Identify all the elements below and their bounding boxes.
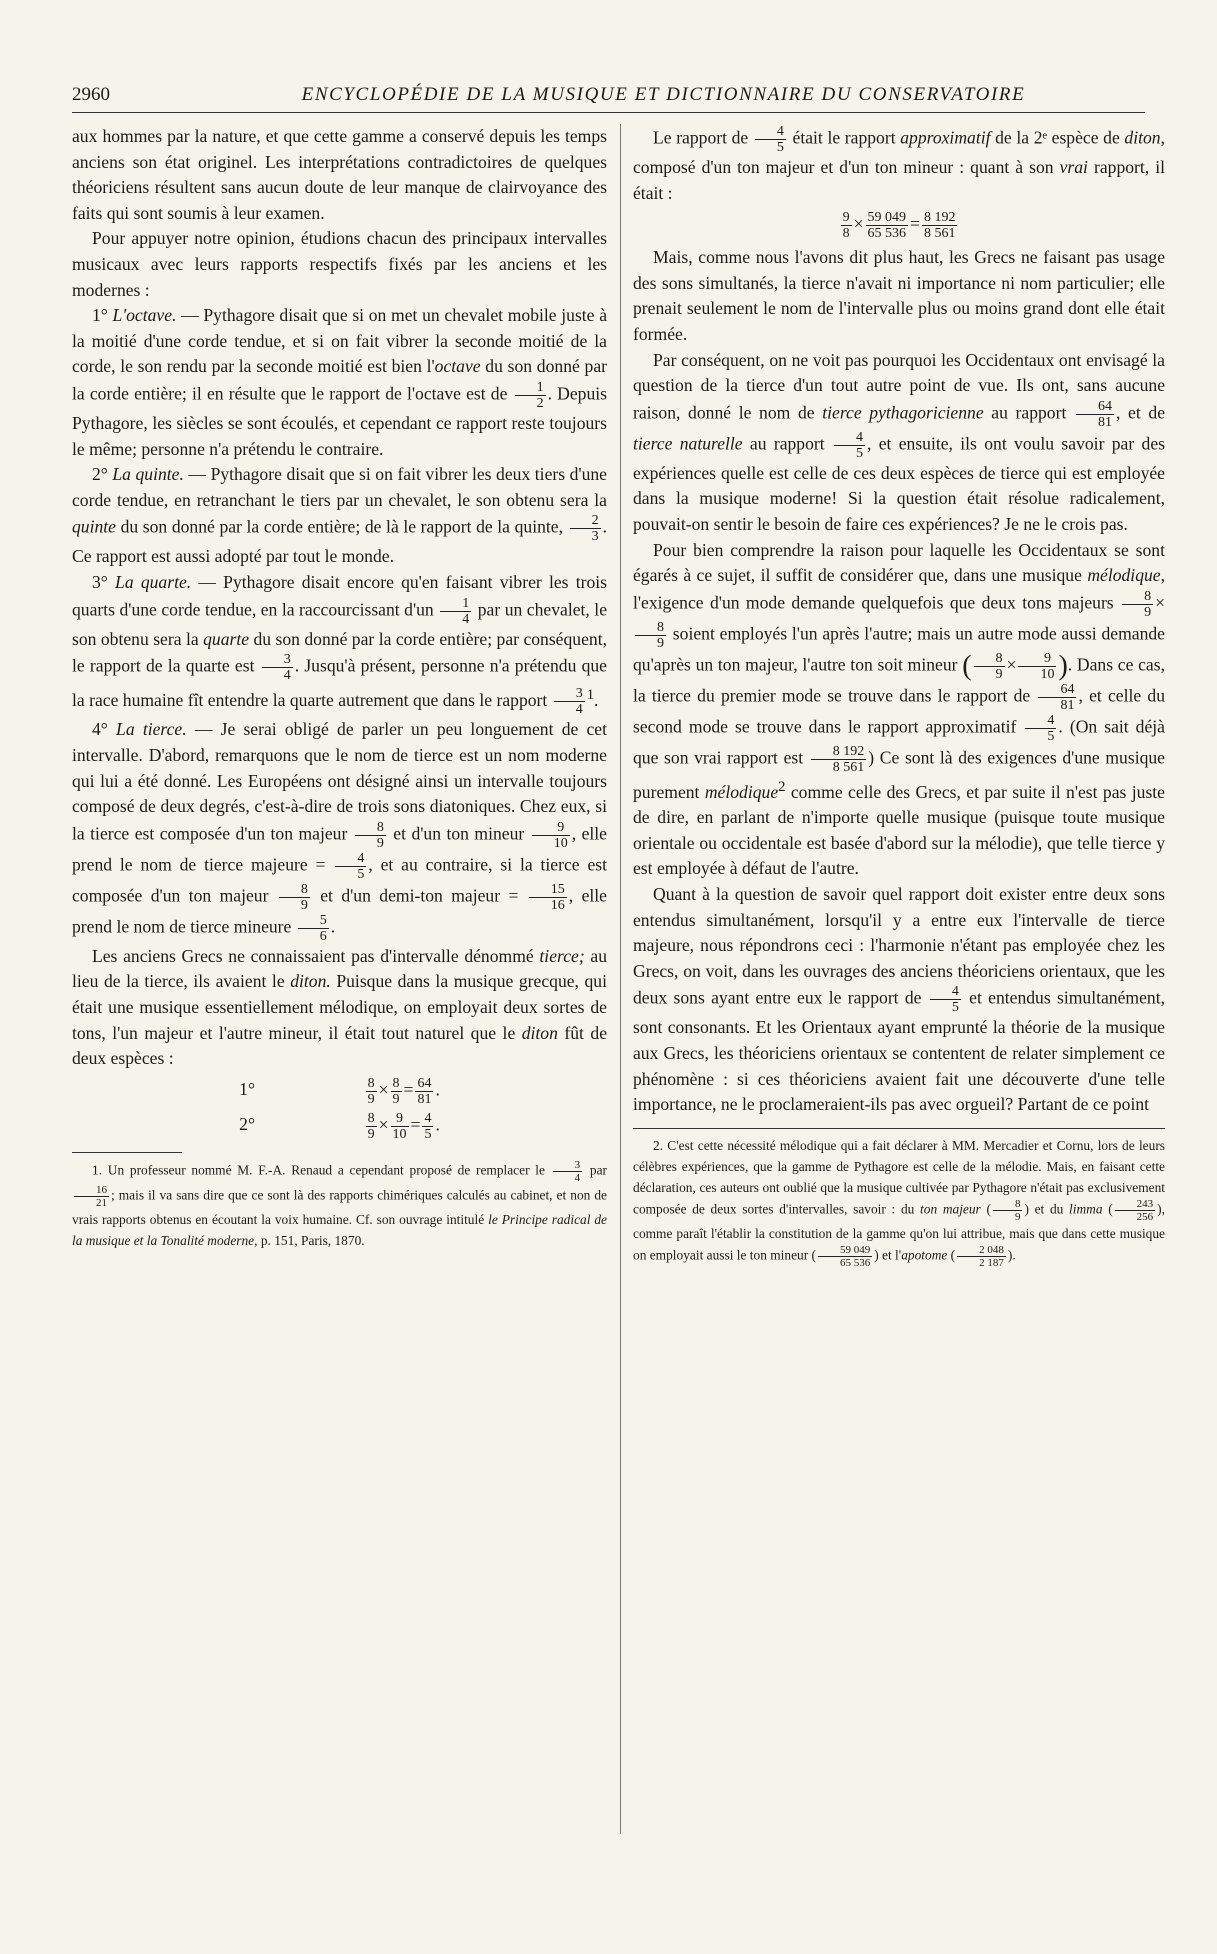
text: au rapport xyxy=(983,402,1074,423)
equation-2: 2° $\frac{8}{9}$ × $\frac{9}{10}$ = $\frac{4}{5}$ . xyxy=(239,1110,440,1142)
section-tierce xyxy=(72,717,607,943)
fraction: $\frac{2}{3}$ xyxy=(570,513,601,544)
footnote-number: 2. xyxy=(653,1137,664,1153)
footnote-rule xyxy=(72,1152,182,1153)
text: était le rapport xyxy=(787,127,901,148)
equation-1: 1° $\frac{8}{9}$ × $\frac{8}{9}$ = $\frac{64}{81}$ . xyxy=(239,1075,440,1107)
emphasis: diton. xyxy=(290,971,331,992)
footnote-number: 1. xyxy=(92,1162,103,1178)
text: . xyxy=(1012,1247,1016,1263)
text: — Pythagore disait que si on fait vibrer les deux tiers d'une corde tendue, en retranchant le tiers par un chevalet, le son obtenu sera la xyxy=(72,464,607,510)
text: au lieu de la tierce, ils avaient le xyxy=(72,945,607,992)
emphasis: diton xyxy=(521,1022,558,1043)
paragraph: Pour bien comprendre la raison pour laquelle les Occidentaux se sont égarés à ce sujet, il suffit de considérer que, dans une musique mélodique, l'exigence d'un mode demande quelquefois que deux tons majeurs $\frac{8}{9}$ × $\frac{8}{9}$ soient employés l'un après l'autre; mais un autre mode aussi demande qu'après un ton majeur, l'autre ton soit mineur ( $\frac{8}{9}$ × $\frac{9}{10}$ ). Dans ce cas, la tierce du premier mode se trouve dans le rapport de $\frac{64}{81}$ , et celle du second mode se trouve dans le rapport approximatif $\frac{4}{5}$ . (On sait déjà que son vrai rapport est $\frac{8 192}{8 561}$ ) Ce sont là des exigences d'une musique purement mélodique$^2$ comme celle des Grecs, et par suite il n'est pas juste de dire, en parlant de n'importe quelle musique (puisque toute musique orientale ou occidentale est basée d'abord sur la mélodie), que telle tierce y est employée à défaut de l'autre. xyxy=(633,539,1165,879)
text: . xyxy=(594,689,599,710)
text: . (On sait déjà que son vrai rapport est xyxy=(633,716,1165,768)
footnote-ref: 1 xyxy=(586,687,595,704)
text: , composé d'un ton majeur et d'un ton mineur : quant à son xyxy=(633,127,1165,177)
section-quinte xyxy=(72,462,607,570)
emphasis: vrai xyxy=(1059,157,1088,177)
text: ) Ce sont là des exigences d'une musique purement xyxy=(633,747,1165,802)
text: par un chevalet, le son obtenu sera la xyxy=(72,599,607,649)
emphasis: tierce pythagoricienne xyxy=(822,402,984,423)
text: Quant à la question de savoir quel rapport doit exister entre deux sons entendus simultanément, lorsqu'il y a entre eux l'intervalle de tierce majeure, nous répondrons ceci : l'harmonie n'étant pas employée chez les Grecs, on voit, dans les ouvrages des anciens théoriciens orientaux, que les deux sons ayant entre eux le rapport de xyxy=(633,883,1165,1008)
page-header xyxy=(72,84,1145,112)
text: de la 2ᵉ espèce de xyxy=(990,127,1125,148)
section-title: La tierce. xyxy=(116,719,187,740)
fraction: $\frac{3}{4}$ xyxy=(262,652,293,683)
emphasis: apotome xyxy=(901,1247,948,1263)
section-title: La quinte. xyxy=(112,464,184,485)
left-column xyxy=(72,124,607,1251)
fraction: $\frac{3}{4}$ xyxy=(554,686,585,717)
emphasis: approximatif xyxy=(900,127,991,148)
section-number: 2° xyxy=(92,464,108,485)
text: du son donné par la corde entière; de là le rapport de la quinte, xyxy=(115,516,568,537)
emphasis: diton xyxy=(1124,127,1161,148)
emphasis: tierce; xyxy=(539,945,585,966)
text: , et celle du second mode se trouve dans le rapport approximatif xyxy=(633,685,1165,737)
text: — Pythagore disait que si on met un chevalet mobile juste à la moitié d'une corde tendue, et si on fait vibrer la seconde moitié de la corde, le son rendu par la seconde moitié est bien l' xyxy=(72,305,607,377)
text: . Jusqu'à présent, personne n'a prétendu que la race humaine fît entendre la quarte autrement que dans le rapport xyxy=(72,655,607,710)
equation-label: 2° xyxy=(239,1114,255,1135)
text: par xyxy=(584,1162,608,1178)
paragraph: aux hommes par la nature, et que cette gamme a conservé depuis les temps anciens son état originel. Les interprétations contradictoires de quelques théoriciens résultent sans aucun doute de leur manque de clairvoyance des faits qui sont soumis à leur examen. xyxy=(72,126,607,223)
fraction: $\frac{4}{5}$ xyxy=(335,851,366,882)
paragraph: Pour appuyer notre opinion, étudions chacun des principaux intervalles musicaux avec leurs rapports respectifs fixés par les anciens et les modernes : xyxy=(72,228,607,300)
text: , elle prend le nom de tierce mineure xyxy=(72,885,607,937)
right-column xyxy=(633,124,1165,1269)
column-separator xyxy=(620,124,621,1834)
text: et du xyxy=(1028,1201,1070,1217)
emphasis: octave xyxy=(434,356,481,377)
text: au rapport xyxy=(742,433,832,454)
section-number: 4° xyxy=(92,719,108,740)
fraction: $\frac{9}{10}$ xyxy=(532,820,570,851)
text: C'est cette nécessité mélodique qui a fait déclarer à MM. Mercadier et Cornu, lors de leurs célèbres expériences, que la gamme de Pythagore est celle de la mélodie. Mais, en faisant cette déclaration, ces auteurs ont oublié que la musique cultivée par Pythagore n'était pas exclusivement composée de deux sortes d'intervalles, savoir : du xyxy=(633,1137,1165,1217)
text: soient employés l'un après l'autre; mais un autre mode aussi demande qu'après un ton majeur, l'autre ton soit mineur xyxy=(633,623,1165,675)
header-rule xyxy=(72,112,1145,113)
text: et d'un demi-ton majeur = xyxy=(311,885,527,906)
text: Le rapport de xyxy=(653,127,753,148)
section-number: 3° xyxy=(92,571,108,592)
equation-label: 1° xyxy=(239,1079,255,1100)
text: . Ce rapport est aussi adopté par tout le monde. xyxy=(72,516,607,567)
text: l'exigence d'un mode demande quelquefois que deux tons majeurs xyxy=(633,592,1121,613)
text: . Depuis Pythagore, les siècles se sont écoulés, et cependant ce rapport reste toujours le même; personne n'a prétendu le contraire. xyxy=(72,383,608,459)
paragraph: Mais, comme nous l'avons dit plus haut, les Grecs ne faisant pas usage des sons simultanés, la tierce n'avait ni importance ni nom particulier; elle prenait seulement le nom de l'intervalle plus ou moins grand dont elle était formée. xyxy=(633,247,1165,344)
fraction: $\frac{5}{6}$ xyxy=(298,913,329,944)
section-octave xyxy=(72,303,607,462)
fraction: $\frac{1}{2}$ xyxy=(515,380,546,411)
emphasis: quinte xyxy=(72,516,116,537)
text: — Pythagore disait encore qu'en faisant vibrer les trois quarts d'une corde tendue, en la raccourcissant d'un xyxy=(72,571,607,620)
text: Pour bien comprendre la raison pour laquelle les Occidentaux se sont égarés à ce sujet, il suffit de considérer que, dans une musique xyxy=(633,539,1165,586)
paragraph: Quant à la question de savoir quel rapport doit exister entre deux sons entendus simultanément, lorsqu'il y a entre eux l'intervalle de tierce majeure, nous répondrons ceci : l'harmonie n'étant pas employée chez les Grecs, on voit, dans les ouvrages des anciens théoriciens orientaux, que les deux sons ayant entre eux le rapport de $\frac{4}{5}$ et entendus simultanément, sont consonants. Et les Orientaux ayant emprunté la théorie de la musique aux Grecs, les théoriciens orientaux se contentent de relater simplement ce phénomène : si ces théoriciens avaient fait une découverte d'une telle importance, ne le proclameraient-ils pas avec orgueil? Partant de ce point xyxy=(633,883,1165,1115)
text: , comme paraît l'établir la constitution de la gamme qu'on lui attribue, mais que dans cette musique on employait aussi le ton mineur xyxy=(633,1201,1165,1263)
emphasis: le Principe radical de la musique et la Tonalité moderne xyxy=(72,1211,608,1248)
text: Un professeur nommé M. F.-A. Renaud a cependant proposé de remplacer le xyxy=(102,1162,551,1178)
section-title: La quarte. xyxy=(115,571,192,592)
emphasis: limma xyxy=(1069,1201,1103,1217)
text: . Dans ce cas, la tierce du premier mode se trouve dans le rapport de xyxy=(633,654,1165,706)
paragraph: Par conséquent, on ne voit pas pourquoi les Occidentaux ont envisagé la question de la tierce d'un tout autre point de vue. Ils ont, sans aucune raison, donné le nom de tierce pythagoricienne au rapport $\frac{64}{81}$ , et de tierce naturelle au rapport $\frac{4}{5}$ , et ensuite, ils ont voulu savoir par des expériences quelle est celle de ces deux espèces de tierce qui est employée dans la musique moderne! Si la question était résolue radicalement, pouvait-on sentir le besoin de faire ces expériences? Je ne le crois pas. xyxy=(633,349,1166,534)
text: comme celle des Grecs, et par suite il n'est pas juste de dire, en parlant de n'importe quelle musique (puisque toute musique orientale ou occidentale est basée d'abord sur la mélodie), que telle tierce y est employée à défaut de l'autre. xyxy=(633,781,1165,879)
text: et entendus simultanément, sont consonants. Et les Orientaux ayant emprunté la théorie de la musique aux Grecs, les théoriciens orientaux se contentent de relater simplement ce phénomène : si ces théoriciens avaient fait une découverte d'une telle importance, ne le proclameraient-ils pas avec orgueil? Partant de ce point xyxy=(633,987,1165,1115)
fraction: $\frac{1}{4}$ xyxy=(440,596,471,627)
text: ; mais il va sans dire que ce sont là des rapports chimériques calculés au cabinet, et non de vrais rapports obtenus en écoutant la voix humaine. Cf. son ouvrage intitulé xyxy=(72,1187,607,1227)
emphasis: quarte xyxy=(203,628,250,649)
equation-vrai-rapport: $\frac{9}{8}$ × $\frac{59 049}{65 536}$ = $\frac{8 192}{8 561}$ xyxy=(842,210,956,242)
running-title: ENCYCLOPÉDIE DE LA MUSIQUE ET DICTIONNAIRE DU CONSERVATOIRE xyxy=(301,84,1026,105)
paragraph: Le rapport de $\frac{4}{5}$ était le rapport approximatif de la 2ᵉ espèce de diton, composé d'un ton majeur et d'un ton mineur : quant à son vrai rapport, il était : xyxy=(633,124,1165,203)
emphasis: ton majeur xyxy=(920,1201,981,1217)
text: et d'un ton mineur xyxy=(387,823,530,844)
text: , et ensuite, ils ont voulu savoir par des expériences quelle est celle de ces deux espèces de tierce qui est employée dans la musique moderne! Si la question était résolue radicalement, pouvait-on sentir le besoin de faire ces expériences? Je ne le crois pas. xyxy=(633,433,1165,534)
emphasis: tierce naturelle xyxy=(633,433,743,454)
section-title: L'octave. xyxy=(112,305,177,326)
text: et l' xyxy=(878,1247,902,1263)
footnote-2: 2. C'est cette nécessité mélodique qui a fait déclarer à MM. Mercadier et Cornu, lors de leurs célèbres expériences, que la gamme de Pythagore est celle de la mélodie. Mais, en faisant cette déclaration, ces auteurs ont oublié que la musique cultivée par Pythagore n'était pas exclusivement composée de deux sortes d'intervalles, savoir : du ton majeur ( $\frac{8}{9}$ ) et du limma ( $\frac{243}{256}$ ), comme paraît l'établir la constitution de la gamme qu'on lui attribue, mais que dans cette musique on employait aussi le ton mineur ( $\frac{59 049}{65 536}$ ) et l'apotome ( $\frac{2 048}{2 187}$ ). xyxy=(633,1137,1165,1269)
emphasis: mélodique xyxy=(704,781,779,802)
text: du son donné par la corde entière; il en résulte que le rapport de l'octave est de xyxy=(72,356,607,404)
section-number: 1° xyxy=(92,305,108,326)
footnote-ref: 2 xyxy=(778,778,786,795)
text: . xyxy=(330,916,336,937)
text: Puisque dans la musique grecque, qui était une musique essentiellement mélodique, on employait deux sortes de tons, l'un majeur et l'autre mineur, il était tout naturel que le xyxy=(72,971,607,1043)
text: , p. 151, Paris, 1870. xyxy=(254,1232,365,1248)
fraction: $\frac{15}{16}$ xyxy=(529,882,567,913)
footnote-rule xyxy=(633,1128,1165,1129)
emphasis: mélodique, xyxy=(1087,565,1165,586)
text: rapport, il était : xyxy=(633,157,1165,203)
text: du son donné par la corde entière; par conséquent, le rapport de la quarte est xyxy=(72,628,607,676)
text: Par conséquent, on ne voit pas pourquoi les Occidentaux ont envisagé la question de la tierce d'un tout autre point de vue. Ils ont, sans aucune raison, donné le nom de xyxy=(633,349,1165,423)
text: , et de xyxy=(1116,402,1166,423)
paragraph-grecs xyxy=(72,944,607,1072)
page-number: 2960 xyxy=(72,84,110,105)
text: Les anciens Grecs ne connaissaient pas d'intervalle dénommé xyxy=(92,945,540,966)
fraction: $\frac{8}{9}$ xyxy=(279,882,310,913)
fraction: $\frac{8}{9}$ xyxy=(355,820,386,851)
text: — Je serai obligé de parler un peu longuement de cet intervalle. D'abord, remarquons que le nom de tierce est un nom moderne qui lui a été donné. Les Européens ont désigné ainsi un intervalle toujours composé de deux degrés, c'est-à-dire de trois sons diatoniques. Chez eux, si la tierce est composée d'un ton majeur xyxy=(72,719,607,844)
section-quarte xyxy=(72,570,607,718)
footnote-1: 1. Un professeur nommé M. F.-A. Renaud a cependant proposé de remplacer le $\frac{3}{4}$ par $\frac{16}{21}$ ; mais il va sans dire que ce sont là des rapports chimériques calculés au cabinet, et non de vrais rapports obtenus en écoutant la voix humaine. Cf. son ouvrage intitulé le Principe radical de la musique et la Tonalité moderne, p. 151, Paris, 1870. xyxy=(72,1158,608,1248)
text: fût de deux espèces : xyxy=(72,1022,608,1069)
text: , elle prend le nom de tierce majeure = xyxy=(72,823,607,875)
text: , et au contraire, si la tierce est composée d'un ton majeur xyxy=(72,854,607,906)
